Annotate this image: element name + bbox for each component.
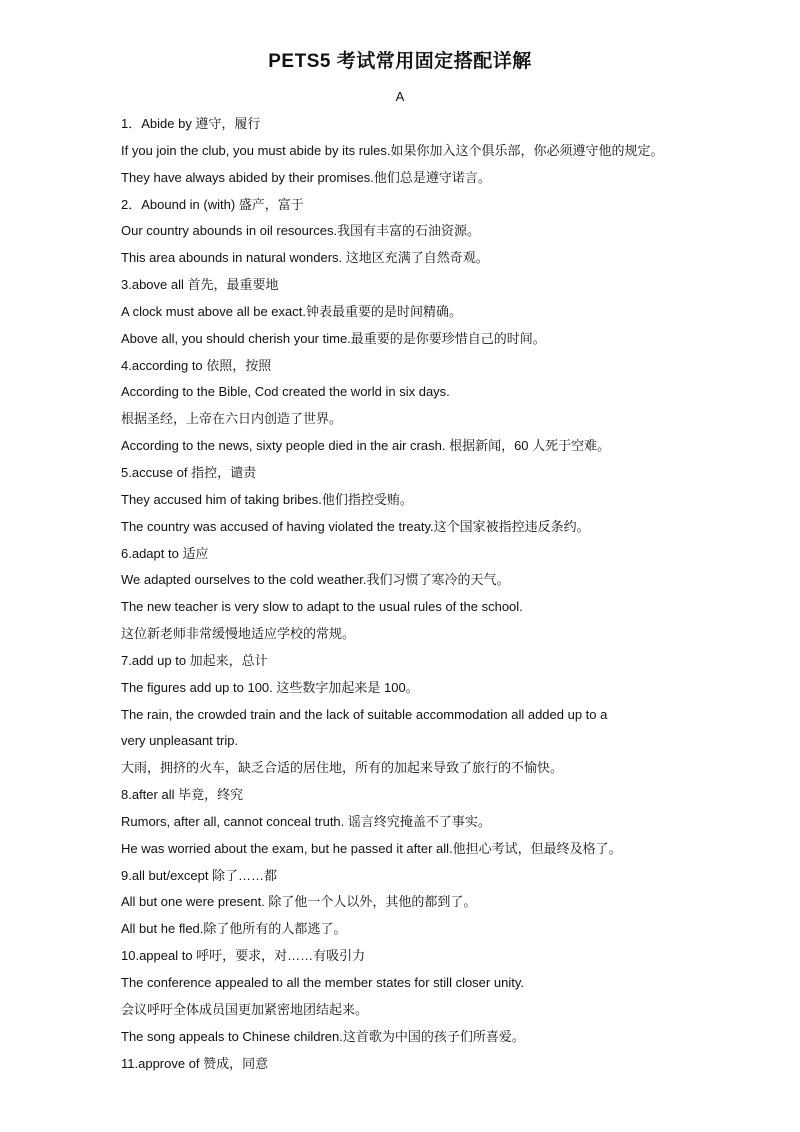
text-line: 大雨，拥挤的火车，缺乏合适的居住地，所有的加起来导致了旅行的不愉快。 (121, 760, 564, 776)
text-line: According to the Bible, Cod created the world in six days. (121, 384, 450, 400)
text-line: The country was accused of having violated the treaty.这个国家被指控违反条约。 (121, 518, 590, 534)
text-line: 7.add up to 加起来，总计 (121, 652, 268, 668)
text-line: According to the news, sixty people died in the air crash. 根据新闻，60 人死于空难。 (121, 438, 611, 454)
text-line: They have always abided by their promises.他们总是遵守诺言。 (121, 169, 491, 185)
text-line: 11.approve of 赞成，同意 (121, 1055, 269, 1071)
text-line: 5.accuse of 指控，谴责 (121, 464, 257, 480)
text-line: 1．Abide by 遵守，履行 (121, 116, 261, 131)
text-line: He was worried about the exam, but he passed it after all.他担心考试，但最终及格了。 (121, 840, 622, 856)
text-line: 10.appeal to 呼吁，要求，对……有吸引力 (121, 948, 366, 964)
text-line: This area abounds in natural wonders. 这地区充满了自然奇观。 (121, 250, 489, 266)
text-line: The rain, the crowded train and the lack of suitable accommodation all added up to a (121, 706, 608, 722)
text-line: 根据圣经，上帝在六日内创造了世界。 (121, 411, 343, 427)
text-line: 会议呼吁全体成员国更加紧密地团结起来。 (121, 1001, 369, 1017)
text-line: very unpleasant trip. (121, 733, 239, 749)
text-line: The new teacher is very slow to adapt to the usual rules of the school. (121, 599, 523, 615)
text-line: Our country abounds in oil resources.我国有丰富的石油资源。 (121, 223, 481, 239)
text-line: They accused him of taking bribes.他们指控受贿。 (121, 491, 413, 507)
text-line: A clock must above all be exact.钟表最重要的是时间精确。 (121, 303, 462, 319)
text-line: 3.above all 首先，最重要地 (121, 277, 279, 293)
section-heading: A (395, 89, 405, 104)
text-body (121, 111, 791, 1077)
text-line: 4.according to 依照，按照 (121, 357, 272, 373)
text-line: 6.adapt to 适应 (121, 545, 209, 561)
text-line: The conference appealed to all the member states for still closer unity. (121, 975, 524, 990)
text-line: Rumors, after all, cannot conceal truth. 谣言终究掩盖不了事实。 (121, 813, 491, 829)
text-line: The song appeals to Chinese children.这首歌为中国的孩子们所喜爱。 (121, 1028, 525, 1044)
document-title: PETS5 考试常用固定搭配详解 (268, 51, 532, 72)
text-line: All but one were present. 除了他一个人以外，其他的都到了。 (121, 894, 477, 910)
text-line: 2．Abound in (with) 盛产，富于 (121, 196, 304, 212)
text-line: All but he fled.除了他所有的人都逃了。 (121, 921, 347, 937)
text-line: We adapted ourselves to the cold weather.我们习惯了寒冷的天气。 (121, 572, 510, 588)
text-line: 9.all but/except 除了……都 (121, 867, 278, 883)
text-line: If you join the club, you must abide by its rules.如果你加入这个俱乐部，你必须遵守他的规定。 (121, 142, 664, 158)
text-line: 8.after all 毕竟，终究 (121, 787, 244, 803)
text-line: Above all, you should cherish your time.最重要的是你要珍惜自己的时间。 (121, 330, 546, 346)
text-line: The figures add up to 100. 这些数字加起来是 100。 (121, 679, 419, 695)
text-line: 这位新老师非常缓慢地适应学校的常规。 (121, 626, 356, 642)
